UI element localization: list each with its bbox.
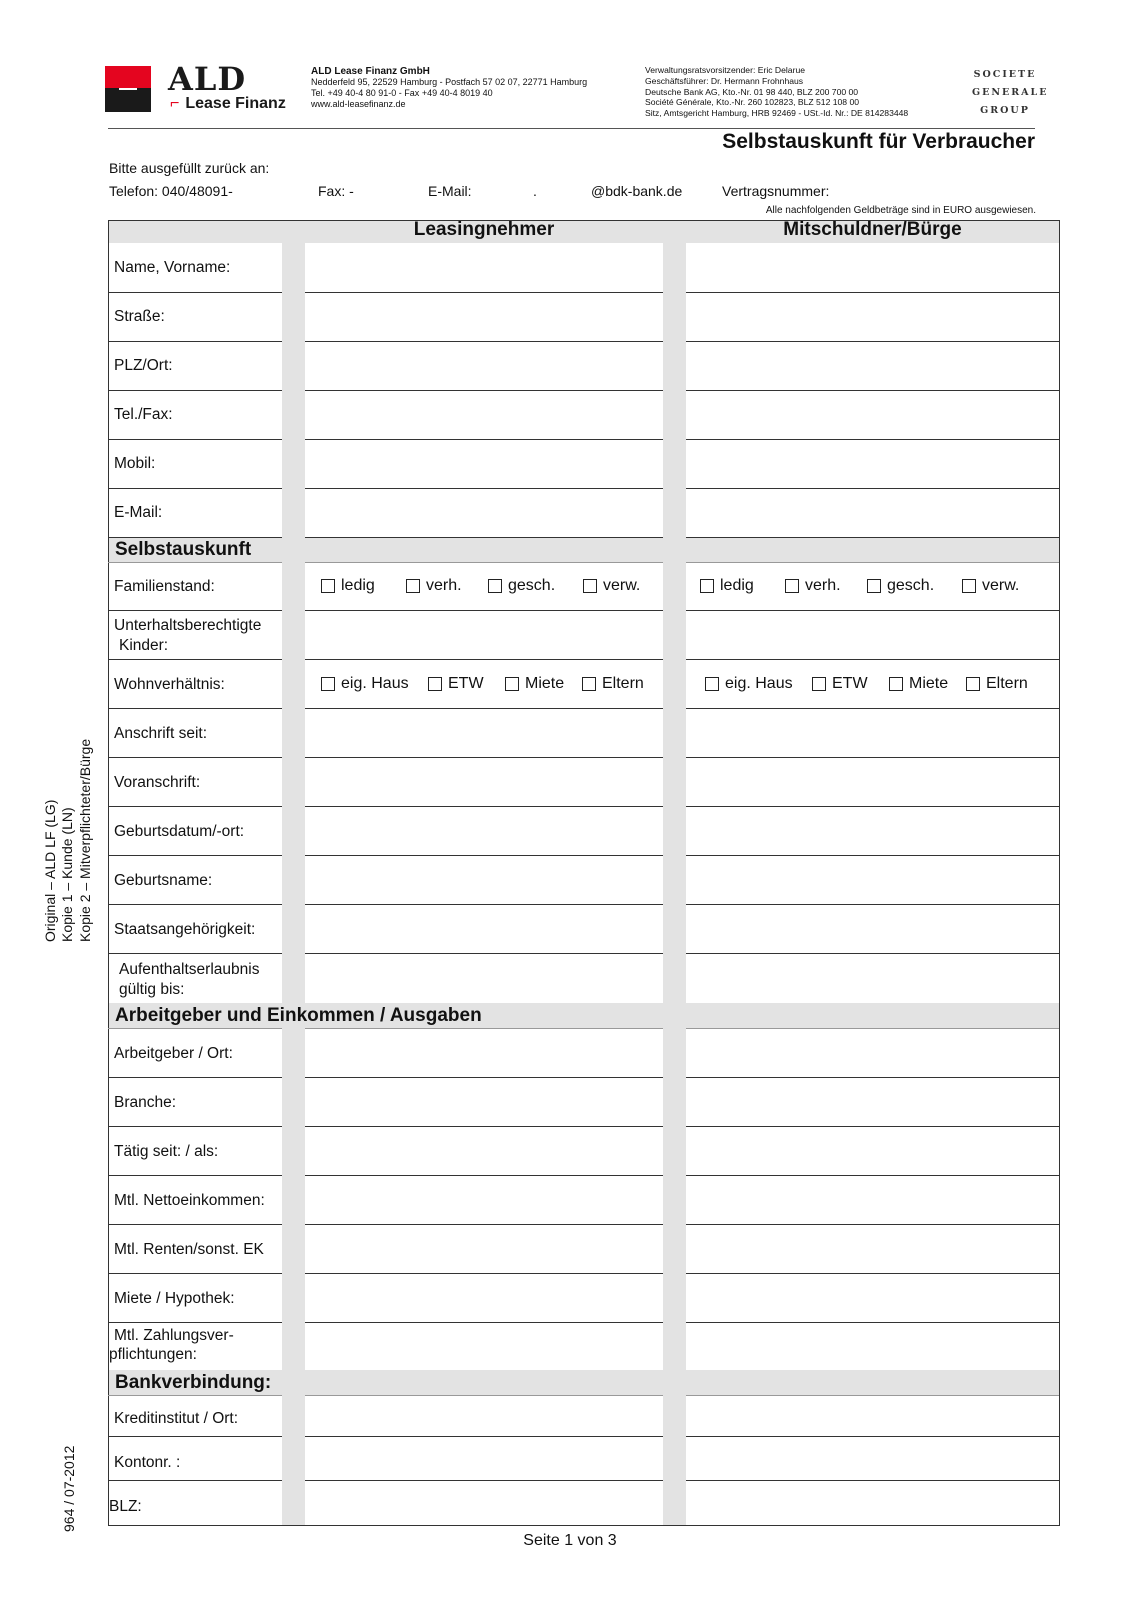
row-separator — [108, 708, 282, 709]
column-header-lessee: Leasingnehmer — [413, 219, 555, 240]
email-domain: @bdk-bank.de — [591, 183, 683, 199]
checkbox-lessee-married[interactable]: verh. — [406, 577, 462, 595]
row-separator — [108, 1175, 282, 1176]
gutter-left — [282, 243, 305, 1525]
table-border-right — [1059, 220, 1060, 1525]
row-separator — [108, 292, 282, 293]
checkbox-box[interactable] — [705, 677, 719, 691]
checkbox-guarantor-parents[interactable]: Eltern — [966, 675, 1028, 693]
label-city: PLZ/Ort: — [114, 357, 173, 374]
row-separator — [108, 904, 282, 905]
row-separator — [686, 1175, 1059, 1176]
email-label: E-Mail: — [428, 183, 472, 199]
row-separator — [305, 610, 663, 611]
row-separator — [108, 1436, 282, 1437]
row-separator — [686, 1126, 1059, 1127]
page-title: Selbstauskunft für Verbraucher — [722, 130, 1035, 153]
management-block — [645, 65, 908, 119]
row-separator — [305, 1480, 663, 1481]
row-separator — [305, 292, 663, 293]
row-separator — [686, 341, 1059, 342]
section-separator — [686, 1395, 1059, 1396]
row-separator — [305, 708, 663, 709]
row-separator — [686, 1436, 1059, 1437]
management-line: Deutsche Bank AG, Kto.-Nr. 01 98 440, BLZ 200 700 00 — [645, 86, 859, 97]
row-separator — [686, 292, 1059, 293]
label-obligations-1: Mtl. Zahlungsver- — [114, 1327, 234, 1344]
section-separator — [305, 1028, 663, 1029]
row-separator — [108, 1077, 282, 1078]
table-border-bottom — [108, 1525, 1060, 1526]
column-header-guarantor: Mitschuldner/Bürge — [783, 219, 962, 240]
label-family-status: Familienstand: — [114, 578, 215, 595]
ald-logo-mark — [105, 66, 151, 112]
gutter-middle — [663, 243, 686, 1525]
management-line: Verwaltungsratsvorsitzender: Eric Delarue — [645, 65, 806, 75]
checkbox-guarantor-etw[interactable]: ETW — [812, 675, 868, 693]
row-separator — [305, 537, 663, 538]
label-birth: Geburtsdatum/-ort: — [114, 823, 245, 840]
row-separator — [108, 439, 282, 440]
label-street: Straße: — [114, 308, 165, 325]
row-separator — [305, 1436, 663, 1437]
checkbox-box[interactable] — [406, 579, 420, 593]
societe-generale-logo: SOCIETE GENERALE GROUP — [972, 69, 1049, 116]
label-obligations-2: pflichtungen: — [109, 1346, 197, 1363]
label-birth-name: Geburtsname: — [114, 872, 213, 889]
checkbox-box[interactable] — [966, 677, 980, 691]
checkbox-box[interactable] — [488, 579, 502, 593]
label-industry: Branche: — [114, 1094, 177, 1111]
section-separator — [686, 562, 1059, 563]
contract-number-label: Vertragsnummer: — [722, 183, 830, 199]
row-separator — [686, 1273, 1059, 1274]
company-line: Tel. +49 40-4 80 91-0 - Fax +49 40-4 8019 40 — [311, 88, 493, 98]
checkbox-box[interactable] — [428, 677, 442, 691]
row-separator — [305, 439, 663, 440]
fax-label: Fax: - — [318, 183, 354, 199]
section-title-employer: Arbeitgeber und Einkommen / Ausgaben — [115, 1005, 482, 1026]
label-bank: Kreditinstitut / Ort: — [114, 1410, 239, 1427]
label-name: Name, Vorname: — [114, 259, 231, 276]
header-divider — [108, 128, 1035, 129]
label-permit-1: Aufenthaltserlaubnis — [119, 961, 260, 978]
table-border-left — [108, 220, 109, 1525]
row-separator — [108, 341, 282, 342]
section-separator — [108, 1028, 282, 1029]
management-line: Société Générale, Kto.-Nr. 260 102823, BLZ 512 108 00 — [645, 97, 860, 108]
row-separator — [108, 1273, 282, 1274]
label-address-since: Anschrift seit: — [114, 725, 208, 742]
row-separator — [108, 806, 282, 807]
row-separator — [305, 806, 663, 807]
currency-note: Alle nachfolgenden Geldbeträge sind in EURO ausgewiesen. — [765, 205, 1036, 216]
checkbox-box[interactable] — [700, 579, 714, 593]
row-separator — [686, 390, 1059, 391]
row-separator — [305, 341, 663, 342]
row-separator — [108, 1224, 282, 1225]
label-employer: Arbeitgeber / Ort: — [114, 1045, 233, 1062]
label-email: E-Mail: — [114, 504, 163, 521]
checkbox-guarantor-divorced[interactable]: gesch. — [867, 577, 934, 595]
return-note: Bitte ausgefüllt zurück an: — [109, 160, 270, 176]
label-children-1: Unterhaltsberechtigte — [114, 617, 262, 634]
row-separator — [686, 1480, 1059, 1481]
checkbox-guarantor-single[interactable]: ledig — [700, 577, 754, 595]
checkbox-box[interactable] — [962, 579, 976, 593]
label-nationality: Staatsangehörigkeit: — [114, 921, 256, 938]
row-separator — [305, 1273, 663, 1274]
row-separator — [686, 953, 1059, 954]
label-permit-2: gültig bis: — [119, 981, 185, 998]
row-separator — [108, 855, 282, 856]
section-separator — [305, 1395, 663, 1396]
row-separator — [305, 757, 663, 758]
checkbox-box[interactable] — [505, 677, 519, 691]
row-separator — [108, 610, 282, 611]
copy-line-3: Kopie 2 – Mitverpflichteter/Bürge — [77, 738, 93, 942]
logo-ald-text: ALD — [168, 60, 247, 98]
row-separator — [305, 953, 663, 954]
label-blz: BLZ: — [109, 1498, 142, 1515]
management-line: Sitz, Amtsgericht Hamburg, HRB 92469 - USt.-Id. Nr.: DE 814283448 — [645, 108, 909, 119]
checkbox-box[interactable] — [889, 677, 903, 691]
checkbox-lessee-rent[interactable]: Miete — [505, 675, 564, 693]
checkbox-box[interactable] — [321, 579, 335, 593]
row-separator — [108, 537, 282, 538]
checkbox-lessee-divorced[interactable]: gesch. — [488, 577, 555, 595]
copy-line-1: Original – ALD LF (LG) — [42, 799, 58, 942]
row-separator — [686, 659, 1059, 660]
section-title-self: Selbstauskunft — [115, 539, 252, 560]
label-rent: Miete / Hypothek: — [114, 1290, 235, 1307]
checkbox-box[interactable] — [867, 579, 881, 593]
row-separator — [108, 390, 282, 391]
checkbox-guarantor-rent[interactable]: Miete — [889, 675, 948, 693]
label-children-2: Kinder: — [119, 637, 169, 654]
company-line: www.ald-leasefinanz.de — [311, 99, 406, 109]
label-pension: Mtl. Renten/sonst. EK — [114, 1241, 264, 1258]
checkbox-box[interactable] — [583, 579, 597, 593]
logo-lease-finanz: ⌐ Lease Finanz — [170, 95, 286, 112]
label-previous-address: Voranschrift: — [114, 774, 201, 791]
row-separator — [686, 1322, 1059, 1323]
row-separator — [108, 953, 282, 954]
row-separator — [686, 488, 1059, 489]
section-separator — [108, 562, 282, 563]
section-separator — [686, 1028, 1059, 1029]
checkbox-lessee-etw[interactable]: ETW — [428, 675, 484, 693]
checkbox-lessee-single[interactable]: ledig — [321, 577, 375, 595]
label-mobile: Mobil: — [114, 455, 156, 472]
row-separator — [686, 708, 1059, 709]
row-separator — [686, 1077, 1059, 1078]
checkbox-lessee-widowed[interactable]: verw. — [583, 577, 640, 595]
label-housing: Wohnverhältnis: — [114, 676, 225, 693]
row-separator — [108, 1322, 282, 1323]
row-separator — [305, 1077, 663, 1078]
label-net-income: Mtl. Nettoeinkommen: — [114, 1192, 265, 1209]
checkbox-box[interactable] — [785, 579, 799, 593]
row-separator — [305, 904, 663, 905]
section-separator — [108, 1395, 282, 1396]
company-name: ALD Lease Finanz GmbH — [311, 66, 430, 77]
copy-line-2: Kopie 1 – Kunde (LN) — [59, 807, 75, 942]
management-line: Geschäftsführer: Dr. Hermann Frohnhaus — [645, 75, 804, 86]
company-address-block — [311, 66, 587, 110]
form-number: 964 / 07-2012 — [61, 1445, 77, 1532]
row-separator — [686, 1224, 1059, 1225]
section-band-self — [109, 537, 1059, 562]
row-separator — [305, 1224, 663, 1225]
row-separator — [686, 904, 1059, 905]
row-separator — [108, 488, 282, 489]
row-separator — [686, 439, 1059, 440]
row-separator — [108, 1126, 282, 1127]
section-title-bank: Bankverbindung: — [115, 1372, 272, 1393]
company-line: Nedderfeld 95, 22529 Hamburg - Postfach 57 02 07, 22771 Hamburg — [311, 77, 588, 87]
row-separator — [305, 1322, 663, 1323]
row-separator — [686, 806, 1059, 807]
label-employed-since: Tätig seit: / als: — [114, 1143, 219, 1160]
checkbox-box[interactable] — [321, 677, 335, 691]
row-separator — [305, 1126, 663, 1127]
row-separator — [108, 1480, 282, 1481]
checkbox-guarantor-widowed[interactable]: verw. — [962, 577, 1019, 595]
section-separator — [305, 562, 663, 563]
checkbox-box[interactable] — [812, 677, 826, 691]
row-separator — [108, 757, 282, 758]
phone-label: Telefon: 040/48091- — [109, 183, 233, 199]
row-separator — [305, 855, 663, 856]
row-separator — [305, 1175, 663, 1176]
row-separator — [108, 659, 282, 660]
label-account: Kontonr. : — [114, 1454, 181, 1471]
label-telfax: Tel./Fax: — [114, 406, 173, 423]
page-number: Seite 1 von 3 — [523, 1532, 617, 1549]
email-dot: . — [533, 183, 537, 199]
row-separator — [686, 537, 1059, 538]
row-separator — [686, 855, 1059, 856]
row-separator — [305, 390, 663, 391]
checkbox-guarantor-married[interactable]: verh. — [785, 577, 841, 595]
row-separator — [305, 488, 663, 489]
checkbox-lessee-own-house[interactable]: eig. Haus — [321, 675, 409, 693]
row-separator — [305, 659, 663, 660]
checkbox-guarantor-own-house[interactable]: eig. Haus — [705, 675, 793, 693]
row-separator — [686, 610, 1059, 611]
checkbox-box[interactable] — [582, 677, 596, 691]
checkbox-lessee-parents[interactable]: Eltern — [582, 675, 644, 693]
row-separator — [686, 757, 1059, 758]
